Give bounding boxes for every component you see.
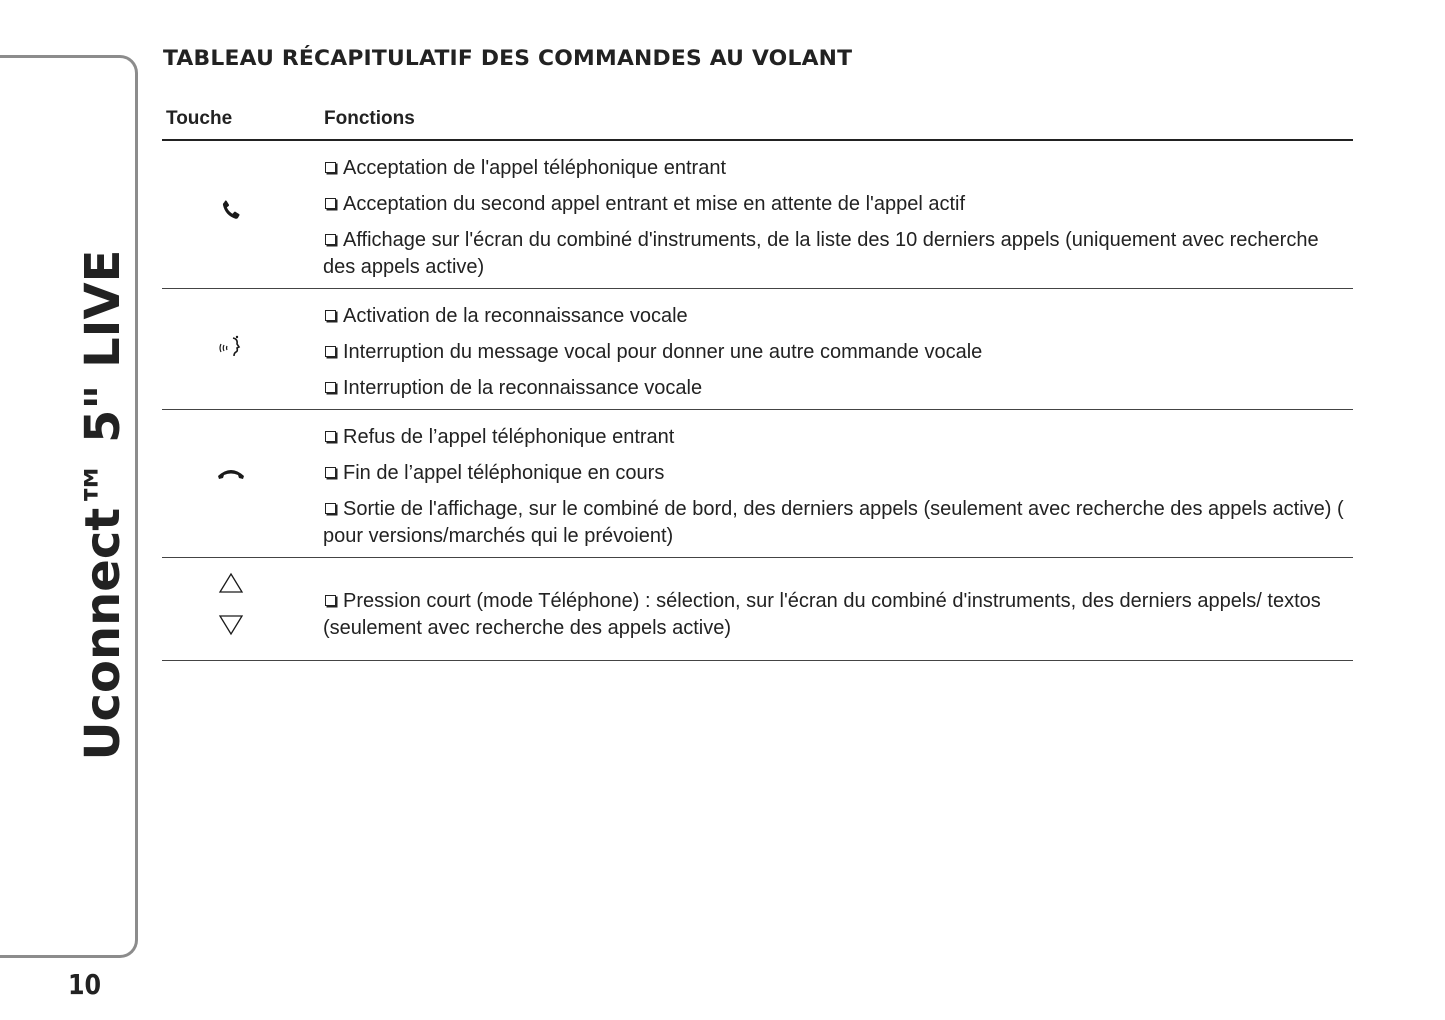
- up-arrow-icon: [217, 572, 245, 594]
- checkbox-bullet-icon: [325, 431, 336, 442]
- checkbox-bullet-icon: [325, 234, 336, 245]
- down-arrow-icon: [217, 614, 245, 636]
- checkbox-bullet-icon: [325, 310, 336, 321]
- phone-answer-icon: [218, 198, 244, 224]
- controls-summary-table: [162, 105, 1353, 661]
- checkbox-bullet-icon: [325, 595, 336, 606]
- column-header-key: Touche: [166, 108, 233, 129]
- checkbox-bullet-icon: [325, 346, 336, 357]
- table-row: [162, 141, 1353, 289]
- list-item: Fin de l’appel téléphonique en cours: [323, 460, 1353, 487]
- functions-cell: [323, 588, 1353, 651]
- section-title-vertical: Uconnect™ 5" LIVE: [75, 249, 131, 761]
- list-item: Acceptation du second appel entrant et mise en attente de l'appel actif: [323, 191, 1353, 218]
- functions-cell: [323, 303, 1353, 411]
- table-row: [162, 289, 1353, 410]
- page-title: TABLEAU RÉCAPITULATIF DES COMMANDES AU VOLANT: [163, 46, 853, 70]
- table-header: [162, 105, 1353, 141]
- list-item: Acceptation de l'appel téléphonique entrant: [323, 155, 1353, 182]
- page-number: 10: [68, 968, 102, 1001]
- key-cell: [162, 410, 300, 557]
- functions-cell: [323, 155, 1353, 290]
- table-row: [162, 410, 1353, 558]
- checkbox-bullet-icon: [325, 382, 336, 393]
- phone-hangup-icon: [216, 466, 246, 482]
- list-item: Interruption du message vocal pour donner une autre commande vocale: [323, 339, 1353, 366]
- checkbox-bullet-icon: [325, 162, 336, 173]
- column-header-functions: Fonctions: [324, 108, 415, 129]
- checkbox-bullet-icon: [325, 503, 336, 514]
- checkbox-bullet-icon: [325, 198, 336, 209]
- voice-command-icon: [218, 333, 244, 361]
- list-item: Pression court (mode Téléphone) : sélection, sur l'écran du combiné d'instruments, des derniers appels/ textos (seulement avec recherche des appels active): [323, 590, 1321, 639]
- key-cell: [162, 558, 300, 660]
- list-item: Refus de l’appel téléphonique entrant: [323, 424, 1353, 451]
- functions-cell: [323, 424, 1353, 559]
- list-item: Affichage sur l'écran du combiné d'instruments, de la liste des 10 derniers appels (uniquement avec recherche des appels active): [323, 229, 1319, 278]
- key-cell: [162, 141, 300, 288]
- key-cell: [162, 289, 300, 409]
- table-row: [162, 558, 1353, 661]
- list-item: Sortie de l'affichage, sur le combiné de bord, des derniers appels (seulement avec recherche des appels active) ( pour versions/marchés qui le prévoient): [323, 498, 1344, 547]
- list-item: Activation de la reconnaissance vocale: [323, 303, 1353, 330]
- checkbox-bullet-icon: [325, 467, 336, 478]
- list-item: Interruption de la reconnaissance vocale: [323, 375, 1353, 402]
